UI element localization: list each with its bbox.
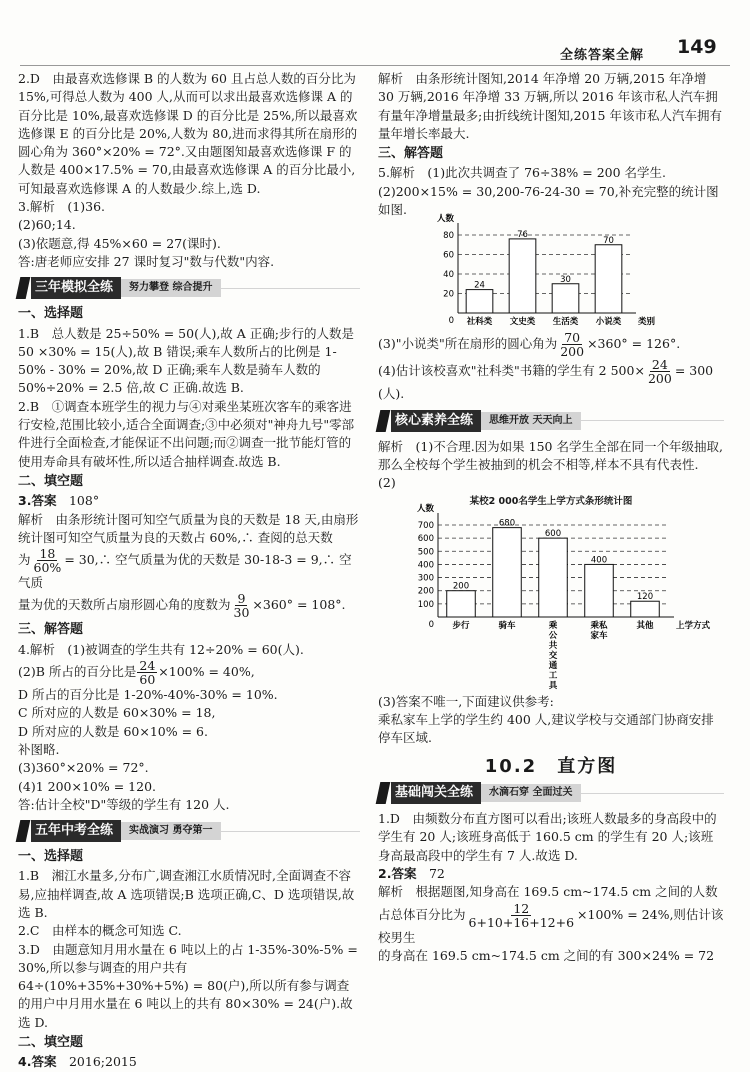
y-tick-label: 0 [448, 316, 454, 327]
y-tick-label: 200 [417, 586, 434, 597]
category-label: 具 [548, 680, 558, 691]
banner-five-year-exam [18, 820, 360, 842]
section-choice: 一、选择题 [18, 306, 84, 322]
section-fill: 二、填空题 [18, 473, 84, 489]
bar [509, 239, 536, 313]
banner-basic-practice [378, 782, 724, 804]
banner-title: 五年中考全练 [31, 820, 121, 842]
answer-3d: 3.D 由题意知月用水量在 6 吨以上的占 1-35%-30%-5% = 30%,所以参与调查的用户共有 64÷(10%+35%+30%+5%) = 80(户),所以所有参与调查的用户中月用水量在 6 吨以上的共有 80×30% = 24(户).故选 D. [18, 941, 358, 1030]
category-label: 生活类 [552, 317, 579, 328]
answer-3-equation-1: 为 $\frac{18}{60\%}$ = 30,∴ 空气质量为优的天数是 30-18-3 = 9,∴ 空气质 [18, 546, 352, 591]
banner-core-literacy [378, 410, 724, 432]
bar [631, 601, 660, 617]
answer-2-answer: 2.答案 72 [378, 865, 445, 881]
category-label: 文史类 [509, 317, 536, 328]
bar-value-label: 120 [636, 592, 654, 603]
category-label: 共 [548, 640, 558, 651]
banner-subtitle: 水滴石穿 全面过关 [481, 784, 580, 802]
x-axis-label: 上学方式 [676, 620, 711, 631]
answer-1b: 1.B 总人数是 25÷50% = 50(人),故 A 正确;步行的人数是 50 ×30% = 15(人),故 B 错误;乘车人数所占的比例是 1-50% - 30% = 20%,故 D 正确;乘车人数是骑车人数的 50%÷20% = 2.5 倍,故 C 正确.故选 B. [18, 325, 354, 396]
bar [466, 290, 493, 313]
bar-value-label: 400 [590, 555, 608, 566]
answer-3-analysis-text: 解析 由条形统计图可知空气质量为良的天数是 18 天,由扇形统计图可知空气质量为良的天数占 60%,∴ 查阅的总天数 [18, 511, 359, 545]
answer-2d: 2.D 由最喜欢选修课 B 的人数为 60 且占总人数的百分比为 15%,可得总人数为 400 人,从而可以求出最喜欢选修课 A 的百分比是 10%,最喜欢选修课 D 的百分比是 25%,所以最喜欢选修课 E 的百分比是 20%,人数为 80,进而求得其所在扇形的圆心角为 360°×20% = 72°.又由题图知最喜欢选修课 F 的人数是 400×17.5% = 70,由最喜欢选修课 A 的百分比最小,可知最喜欢选修课 A 的人数最少.综上,选 D. [18, 71, 358, 196]
banner-title: 核心素养全练 [391, 410, 481, 432]
y-tick-label: 700 [417, 520, 434, 531]
y-tick-label: 20 [443, 289, 454, 300]
answer-5-part3: (3)"小说类"所在扇形的圆心角为 $\frac{70}{200}$ ×360° = 126°. [378, 330, 681, 360]
category-label: 通 [548, 660, 558, 671]
y-tick-label: 80 [443, 231, 454, 242]
fraction: $\frac{70}{200}$ [560, 330, 585, 360]
bar-value-label: 24 [474, 280, 485, 291]
answer-2b: 2.B ①调查本班学生的视力与④对乘坐某班次客车的乘客进行安检,范围比较小,适合全面调查;③中必须对"神舟九号"零部件进行全面检查,才能保证不出问题;而②调查一批节能灯管的使用寿命具有破坏性,所以适合抽样调查.故选 B. [18, 398, 355, 469]
bar [552, 284, 579, 313]
bar [447, 591, 476, 617]
banner-mark-icon [16, 820, 31, 842]
banner-mark-icon [376, 410, 391, 432]
answer-4-rest: D 所占的百分比是 1-20%-40%-30% = 10%. C 所对应的人数是 60×30% = 18, D 所对应的人数是 60×10% = 6. 补图略. (3)360°×20% = 72°. (4)1 200×10% = 120. 答:估计全校"D"等级的学生有 120 人. [18, 687, 278, 812]
answer-2-last: 的身高在 169.5 cm~174.5 cm 之间的有 300×24% = 72 [378, 947, 715, 963]
category-label: 步行 [452, 620, 470, 631]
bar [493, 527, 522, 616]
banner-title: 基础闯关全练 [391, 782, 481, 804]
fraction: $\frac{18}{60\%}$ [33, 546, 62, 576]
fraction: $\frac{24}{60}$ [139, 658, 156, 688]
answer-4-part1: 4.解析 (1)被调查的学生共有 12÷20% = 60(人). [18, 641, 304, 657]
banner-subtitle: 努力攀登 综合提升 [121, 279, 220, 297]
category-label: 公 [548, 630, 558, 641]
answer-4-answer: 4.答案 2016;2015 [18, 1054, 137, 1070]
answer-3-answer: 3.答案 108° [18, 493, 100, 509]
y-axis-label: 人数 [416, 503, 434, 514]
page-number: 149 [677, 36, 717, 58]
bar-value-label: 76 [517, 230, 528, 241]
y-tick-label: 100 [417, 599, 434, 610]
x-axis-label: 类别 [638, 317, 656, 328]
category-label: 小说类 [595, 317, 622, 328]
answer-4-part2: (2)B 所占的百分比是 $\frac{24}{60}$ ×100% = 40%, [18, 658, 255, 688]
category-label: 工 [548, 670, 558, 681]
bar [585, 564, 614, 617]
book-category-bar-chart [428, 214, 668, 329]
chart-title: 某校2 000名学生上学方式条形统计图 [469, 495, 633, 507]
category-label: 交 [548, 650, 558, 661]
banner-mark-icon [376, 782, 391, 804]
y-tick-label: 0 [428, 619, 434, 630]
bar-value-label: 70 [603, 236, 614, 247]
y-tick-label: 400 [417, 560, 434, 571]
banner-three-year-practice [18, 277, 360, 299]
transport-bar-chart [398, 503, 711, 691]
y-tick-label: 40 [443, 270, 454, 281]
answer-2c: 2.C 由样本的概念可知选 C. [18, 923, 182, 939]
category-label: 乘私 [590, 620, 608, 631]
y-tick-label: 600 [417, 534, 434, 545]
fraction: $\frac{9}{30}$ [233, 591, 250, 621]
category-label: 骑车 [498, 620, 516, 631]
y-tick-label: 300 [417, 573, 434, 584]
banner-subtitle: 思维开放 天天向上 [481, 412, 580, 430]
answer-3-equation-2: 量为优的天数所占扇形圆心角的度数为 $\frac{9}{30}$ ×360° = 108°. [18, 591, 346, 621]
banner-subtitle: 实战演习 勇夺第一 [121, 822, 220, 840]
section-fill-2: 二、填空题 [18, 1035, 84, 1051]
y-tick-label: 60 [443, 250, 454, 261]
answer-1d: 1.D 由频数分布直方图可以看出;该班人数最多的身高段中的学生有 20 人;该班身高低于 160.5 cm 的学生有 20 人;该班身高最高段中的学生有 7 人.故选 D. [378, 811, 717, 863]
bar-value-label: 600 [544, 529, 562, 540]
banner-title: 三年模拟全练 [31, 277, 121, 299]
answer-5: 5.解析 (1)此次共调查了 76÷38% = 200 名学生. (2)200×15% = 30,200-76-24-30 = 70,补充完整的统计图如图. [378, 165, 719, 218]
category-label: 其他 [636, 620, 654, 631]
bar-value-label: 30 [560, 275, 571, 286]
running-header-title: 全练答案全解 [560, 48, 645, 63]
core-suggestion: (3)答案不唯一,下面建议供参考: 乘私家车上学的学生约 400 人,建议学校与交通部门协商安排停车区域. [378, 693, 714, 746]
answer-3-analysis: 3.解析 (1)36. (2)60;14. (3)依题意,得 45%×60 = 27(课时). 答:唐老师应安排 27 课时复习"数与代数"内容. [18, 199, 275, 269]
y-tick-label: 500 [417, 547, 434, 558]
answer-5-part4: (4)估计该校喜欢"社科类"书籍的学生有 2 500× $\frac{24}{200}$ = 300 (人). [378, 357, 714, 402]
section-solve: 三、解答题 [18, 622, 84, 638]
left-column [18, 70, 360, 1072]
answer-2-analysis: 解析 根据题图,知身高在 169.5 cm~174.5 cm 之间的人数 [378, 884, 718, 900]
category-label: 社科类 [466, 317, 493, 328]
banner-mark-icon [16, 277, 31, 299]
fraction: $\frac{12}{6+10+16+12+6}$ [468, 900, 575, 930]
header-rule [20, 65, 730, 66]
fraction: $\frac{24}{200}$ [647, 357, 672, 387]
bar-value-label: 680 [498, 518, 516, 529]
section-choice-2: 一、选择题 [18, 849, 84, 865]
section-solve-right: 三、解答题 [378, 146, 444, 162]
y-axis-label: 人数 [436, 214, 454, 225]
answer-2-equation: 占总体百分比为 $\frac{12}{6+10+16+12+6}$ ×100% = 24%,则估计该校男生 [378, 900, 724, 945]
category-label: 乘 [548, 620, 558, 631]
core-analysis: 解析 (1)不合理.因为如果 150 名学生全部在同一个年级抽取,那么全校每个学生被抽到的机会不相等,样本不具有代表性. (2) [378, 438, 723, 491]
section-heading: 10.2 直方图 [484, 755, 618, 777]
bar [595, 245, 622, 313]
right-column [378, 70, 724, 965]
category-label: 家车 [590, 630, 608, 641]
bar-value-label: 200 [452, 581, 470, 592]
answer-1b-exam: 1.B 湘江水量多,分布广,调查湘江水质情况时,全面调查不容易,应抽样调查,故 A 选项错误;B 选项正确,C、D 选项错误,故选 B. [18, 868, 355, 920]
bar [539, 538, 568, 617]
analysis-paragraph: 解析 由条形统计图知,2014 年净增 20 万辆,2015 年净增 30 万辆,2016 年净增 33 万辆,所以 2016 年该市私人汽车拥有量年净增量最多;由折线统计图知,2015 年该市私人汽车拥有量年增长率最大. [378, 71, 722, 141]
